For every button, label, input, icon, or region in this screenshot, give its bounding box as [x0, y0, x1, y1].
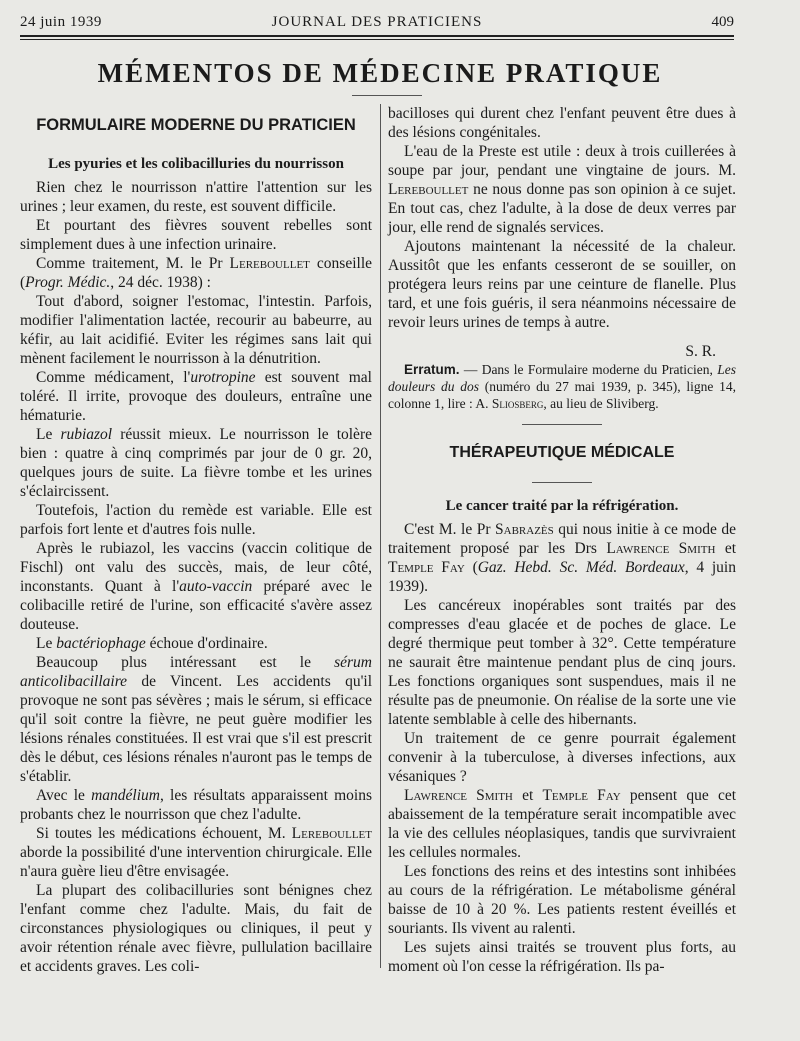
paragraph: Et pourtant des fièvres souvent rebelles sont simplement dues à une infection urinaire.: [20, 217, 372, 253]
issue-date: 24 juin 1939: [20, 14, 102, 30]
section-title-formulaire: FORMULAIRE MODERNE DU PRATICIEN: [36, 116, 356, 134]
paragraph: Ajoutons maintenant la nécessité de la chaleur. Aussitôt que les enfants cesseront de se souiller, on protégera leurs reins par une ceinture de flanelle. Plus tard, et une fois guéris, il sera néanmoins nécessaire de revoir leurs urines de temps à autre.: [388, 238, 736, 331]
article-subtitle-cancer: Le cancer traité par la réfrigération.: [445, 498, 679, 514]
right-column: [388, 104, 736, 976]
paragraph: La plupart des colibacilluries sont bénignes chez l'enfant comme chez l'adulte. Mais, du fait de circonstances physiologiques ou cliniques, il peut y avoir rétention rénale avec fièvre, pullulation bacillaire et accidents graves. Les coli-: [20, 882, 372, 975]
paragraph: bacilloses qui durent chez l'enfant peuvent être dues à des lésions congénitales.: [388, 105, 736, 141]
paragraph: Les cancéreux inopérables sont traités par des compresses d'eau glacée et de poches de glace. Le degré thermique peut tomber à 32°. Cette température ne saurait être maintenue pendant plus de cinq jours. Les fonctions organiques sont suspendues, mais il ne résulte pas de pneumonie. On réalise de la sorte une vie latente semblable à celle des hibernants.: [388, 597, 736, 728]
paragraph: Un traitement de ce genre pourrait également convenir à la tuberculose, à diverses infections, aux vésaniques ?: [388, 730, 736, 785]
left-column: [20, 104, 372, 976]
header-rule-thin: [20, 39, 734, 40]
paragraph: Tout d'abord, soigner l'estomac, l'intestin. Parfois, modifier l'alimentation lactée, recourir au babeurre, au kéfir, au lait acidifié. Eviter les régimes sans lait qui mènent facilement le nourrisson à la dénutrition.: [20, 293, 372, 367]
paragraph: Lawrence Smith et Temple Fay pensent que cet abaissement de la température serait incompatible avec la vie des cellules néoplasiques, tandis que survivraient les cellules normales.: [388, 787, 737, 861]
paragraph: Comme traitement, M. le Pr Lereboullet conseille (Progr. Médic., 24 déc. 1938) :: [20, 255, 373, 291]
erratum-note: Erratum. — Dans le Formulaire moderne du Praticien, Les douleurs du dos (numéro du 27 mai 1939, p. 345), ligne 14, colonne 1, lire : A. Sliosberg, au lieu de Sliviberg.: [388, 362, 736, 411]
section-rule: [522, 424, 602, 425]
running-head: [20, 12, 734, 34]
journal-name: JOURNAL DES PRATICIENS: [271, 14, 483, 30]
paragraph: Les fonctions des reins et des intestins sont inhibées au cours de la réfrigération. Le métabolisme général baisse de 10 à 20 %. Les patients restent éveillés et souriants. Ils vivent au ralenti.: [388, 863, 736, 937]
title-rule: [352, 95, 422, 96]
paragraph: Toutefois, l'action du remède est variable. Elle est parfois fort lente et d'autres fois nulle.: [20, 502, 372, 538]
paragraph: Après le rubiazol, les vaccins (vaccin colitique de Fischl) ont valu des succès, mais, de leur côté, inconstants. Quant à l'auto-vaccin préparé avec le colibacille retiré de l'urine, son efficacité s'avère assez douteuse.: [20, 540, 372, 633]
paragraph: Le bactériophage échoue d'ordinaire.: [36, 635, 268, 652]
paragraph: Si toutes les médications échouent, M. Lereboullet aborde la possibilité d'une intervention chirurgicale. Elle n'aura guère lieu d'être envisagée.: [20, 825, 372, 880]
page-number: 409: [711, 14, 734, 30]
page-title: MÉMENTOS DE MÉDECINE PRATIQUE: [97, 58, 663, 88]
header-rule: [20, 35, 734, 37]
column-divider: [380, 104, 381, 968]
paragraph: Beaucoup plus intéressant est le sérum anticolibacillaire de Vincent. Les accidents qu'il provoque ne sont pas sévères ; mais le sérum, si efficace qu'il soit contre la fièvre, ne peut guère modifier les lésions rénales constituées. Il est vrai que s'il est prescrit dès le début, ces lésions rénales n'auront pas le temps de s'établir.: [20, 654, 372, 785]
paragraph: C'est M. le Pr Sabrazès qui nous initie à ce mode de traitement proposé par les Drs Lawrence Smith et Temple Fay (Gaz. Hebd. Sc. Méd. Bordeaux, 4 juin 1939).: [388, 521, 737, 595]
paragraph: Les sujets ainsi traités se trouvent plus forts, au moment où l'on cesse la réfrigération. Ils pa-: [388, 939, 736, 975]
article-subtitle-pyuries: Les pyuries et les colibacilluries du nourrisson: [48, 156, 344, 172]
section-title-underline: [532, 482, 592, 483]
section-title-therapeutique: THÉRAPEUTIQUE MÉDICALE: [449, 444, 675, 461]
paragraph: Rien chez le nourrisson n'attire l'attention sur les urines ; leur examen, du reste, est souvent difficile.: [20, 179, 372, 215]
paragraph: Avec le mandélium, les résultats apparaissent moins probants chez le nourrisson que chez l'adulte.: [20, 787, 372, 823]
paragraph: Comme médicament, l'urotropine est souvent mal toléré. Il irrite, provoque des douleurs, entraîne une hématurie.: [20, 369, 372, 424]
paragraph: Le rubiazol réussit mieux. Le nourrisson le tolère bien : quatre à cinq comprimés par jour de 0 gr. 20, quelques jours de suite. La fièvre tombe et les urines s'éclaircissent.: [20, 426, 372, 500]
author-signature: S. R.: [685, 343, 716, 360]
paragraph: L'eau de la Preste est utile : deux à trois cuillerées à soupe par jour, pendant une vingtaine de jours. M. Lereboullet ne nous donne pas son opinion à ce sujet. En tout cas, chez l'adulte, à la dose de deux verres par jour, elle rend de signalés services.: [388, 143, 736, 236]
